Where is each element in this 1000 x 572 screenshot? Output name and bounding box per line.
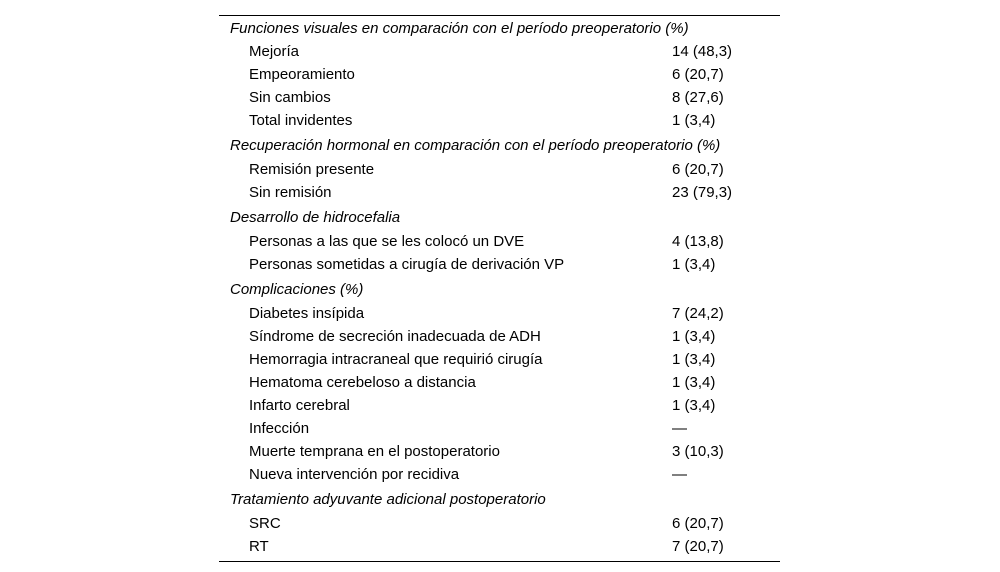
table-row [219,512,780,535]
row-label: Empeoramiento [249,66,355,83]
table-row [219,302,780,325]
results-table [219,15,780,562]
table-row [219,230,780,253]
row-value: 4 (13,8) [672,233,724,250]
row-value: — [672,466,687,483]
table-row [219,158,780,181]
table-row [219,535,780,561]
row-label: Personas sometidas a cirugía de derivación VP [249,256,565,273]
table-row [219,325,780,348]
section-title: Complicaciones (%) [230,281,364,298]
row-label: Diabetes insípida [249,305,365,322]
row-label: Sin remisión [249,184,332,201]
bottom-rule [219,561,780,562]
row-label: Sin cambios [249,89,331,106]
row-value: 1 (3,4) [672,397,716,414]
section-title: Recuperación hormonal en comparación con el período preoperatorio (%) [230,137,721,154]
row-value: 6 (20,7) [672,161,724,178]
row-label: Nueva intervención por recidiva [249,466,460,483]
row-value: 1 (3,4) [672,112,716,129]
row-value: 1 (3,4) [672,351,716,368]
row-label: Mejoría [249,43,300,60]
table-row [219,348,780,371]
row-label: Total invidentes [249,112,353,129]
row-value: 8 (27,6) [672,89,724,106]
table-row [219,86,780,109]
row-label: Remisión presente [249,161,375,178]
table-row [219,394,780,417]
table-row [219,371,780,394]
row-value: 6 (20,7) [672,66,724,83]
row-value: 1 (3,4) [672,328,716,345]
table-row [219,253,780,276]
row-value: 6 (20,7) [672,515,724,532]
section-title: Desarrollo de hidrocefalia [230,209,401,226]
row-value: 14 (48,3) [672,43,733,60]
row-label: Infección [249,420,310,437]
row-label: Hematoma cerebeloso a distancia [249,374,476,391]
row-value: — [672,420,687,437]
section-header-hormonal-recovery [219,132,780,158]
table-row [219,440,780,463]
row-label: Hemorragia intracraneal que requirió cirugía [249,351,543,368]
row-label: SRC [249,515,281,532]
row-label: Síndrome de secreción inadecuada de ADH [249,328,541,345]
table-row [219,181,780,204]
row-value: 1 (3,4) [672,256,716,273]
table-row [219,63,780,86]
row-value: 1 (3,4) [672,374,716,391]
row-value: 3 (10,3) [672,443,724,460]
outcomes-table [219,16,780,561]
table-row [219,109,780,132]
section-header-adjuvant-treatment [219,486,780,512]
section-title: Funciones visuales en comparación con el período preoperatorio (%) [230,19,689,37]
section-header-hydrocephalus [219,204,780,230]
row-label: Infarto cerebral [249,397,350,414]
table-row [219,417,780,440]
row-value: 7 (20,7) [672,538,724,555]
row-label: RT [249,538,269,555]
section-header-complications [219,276,780,302]
section-title: Tratamiento adyuvante adicional postoperatorio [230,491,546,508]
table-row [219,40,780,63]
row-value: 23 (79,3) [672,184,733,201]
row-label: Personas a las que se les colocó un DVE [249,233,525,250]
table-row [219,463,780,486]
row-label: Muerte temprana en el postoperatorio [249,443,500,460]
row-value: 7 (24,2) [672,305,724,322]
section-header-visual-function [219,16,780,40]
